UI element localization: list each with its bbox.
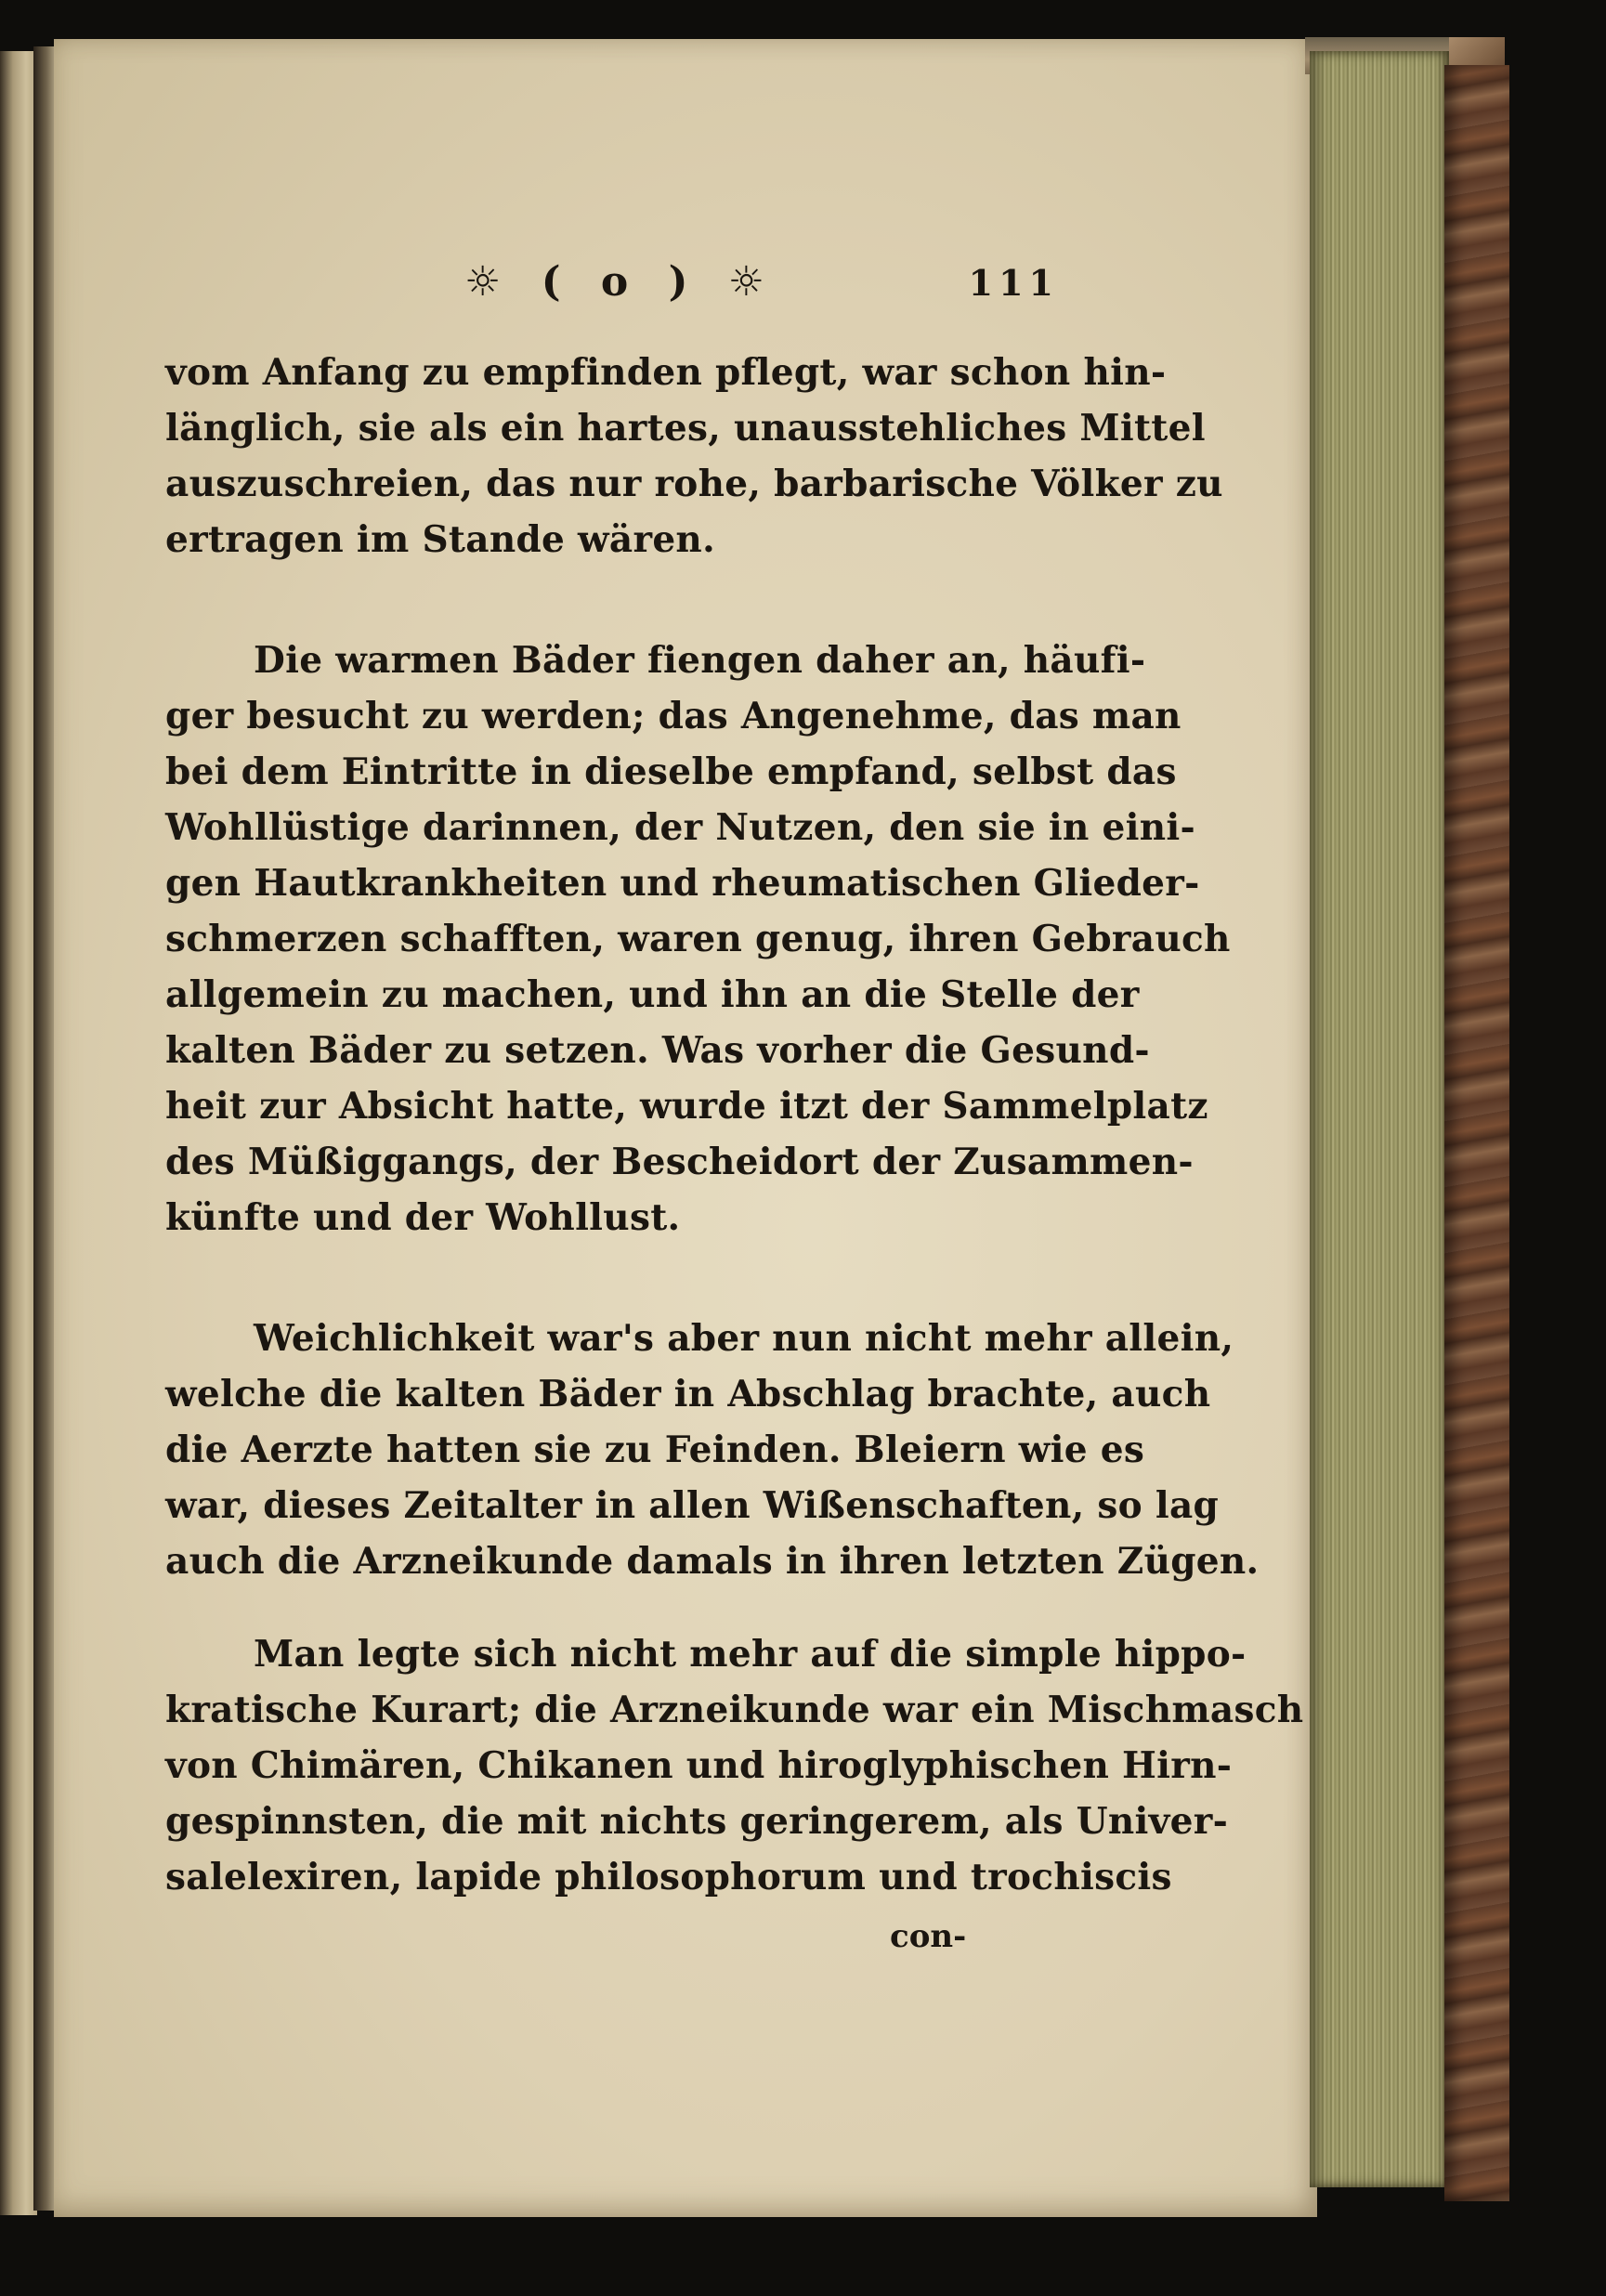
text-line: kratische Kurart; die Arzneikunde war ein Mischmasch xyxy=(165,1689,1304,1731)
text-line: gen Hautkrankheiten und rheumatischen Glieder- xyxy=(165,862,1200,905)
text-line: des Müßiggangs, der Bescheidort der Zusammen- xyxy=(165,1141,1194,1183)
facing-page-edge xyxy=(0,51,37,2215)
text-line: salelexiren, lapide philosophorum und trochiscis xyxy=(165,1856,1172,1898)
page-edges xyxy=(1310,51,1449,2187)
text-line: ertragen im Stande wären. xyxy=(165,518,715,561)
text-line: von Chimären, Chikanen und hiroglyphischen Hirn- xyxy=(165,1744,1233,1787)
text-line: allgemein zu machen, und ihn an die Stelle der xyxy=(165,973,1140,1016)
text-line: vom Anfang zu empfinden pflegt, war schon hin- xyxy=(165,351,1167,394)
catchword: con- xyxy=(890,1918,967,1955)
text-line: Wohllüstige darinnen, der Nutzen, den sie in eini- xyxy=(165,806,1195,849)
text-line: Die warmen Bäder fiengen daher an, häufi- xyxy=(254,639,1146,682)
text-line: schmerzen schafften, waren genug, ihren Gebrauch xyxy=(165,918,1231,960)
running-head-ornament: ☼ ( o ) ☼ xyxy=(464,258,778,306)
running-header xyxy=(464,258,1115,314)
text-line: Weichlichkeit war's aber nun nicht mehr allein, xyxy=(254,1317,1234,1360)
text-line: kalten Bäder zu setzen. Was vorher die Gesund- xyxy=(165,1029,1150,1072)
text-line: länglich, sie als ein hartes, unausstehliches Mittel xyxy=(165,407,1206,450)
text-line: war, dieses Zeitalter in allen Wißenschaften, so lag xyxy=(165,1484,1220,1527)
text-line: heit zur Absicht hatte, wurde itzt der Sammelplatz xyxy=(165,1085,1208,1128)
text-line: Man legte sich nicht mehr auf die simple hippo- xyxy=(254,1633,1247,1676)
text-line: auszuschreien, das nur rohe, barbarische Völker zu xyxy=(165,463,1223,505)
text-line: künfte und der Wohllust. xyxy=(165,1196,681,1239)
leather-cover xyxy=(1444,65,1509,2201)
text-line: welche die kalten Bäder in Abschlag brachte, auch xyxy=(165,1373,1211,1415)
text-line: ger besucht zu werden; das Angenehme, das man xyxy=(165,695,1182,737)
text-line: auch die Arzneikunde damals in ihren letzten Zügen. xyxy=(165,1540,1260,1583)
page-number: 111 xyxy=(968,262,1059,304)
text-line: bei dem Eintritte in dieselbe empfand, selbst das xyxy=(165,750,1177,793)
text-line: die Aerzte hatten sie zu Feinden. Bleiern wie es xyxy=(165,1428,1145,1471)
text-line: gespinnsten, die mit nichts geringerem, als Univer- xyxy=(165,1800,1229,1843)
